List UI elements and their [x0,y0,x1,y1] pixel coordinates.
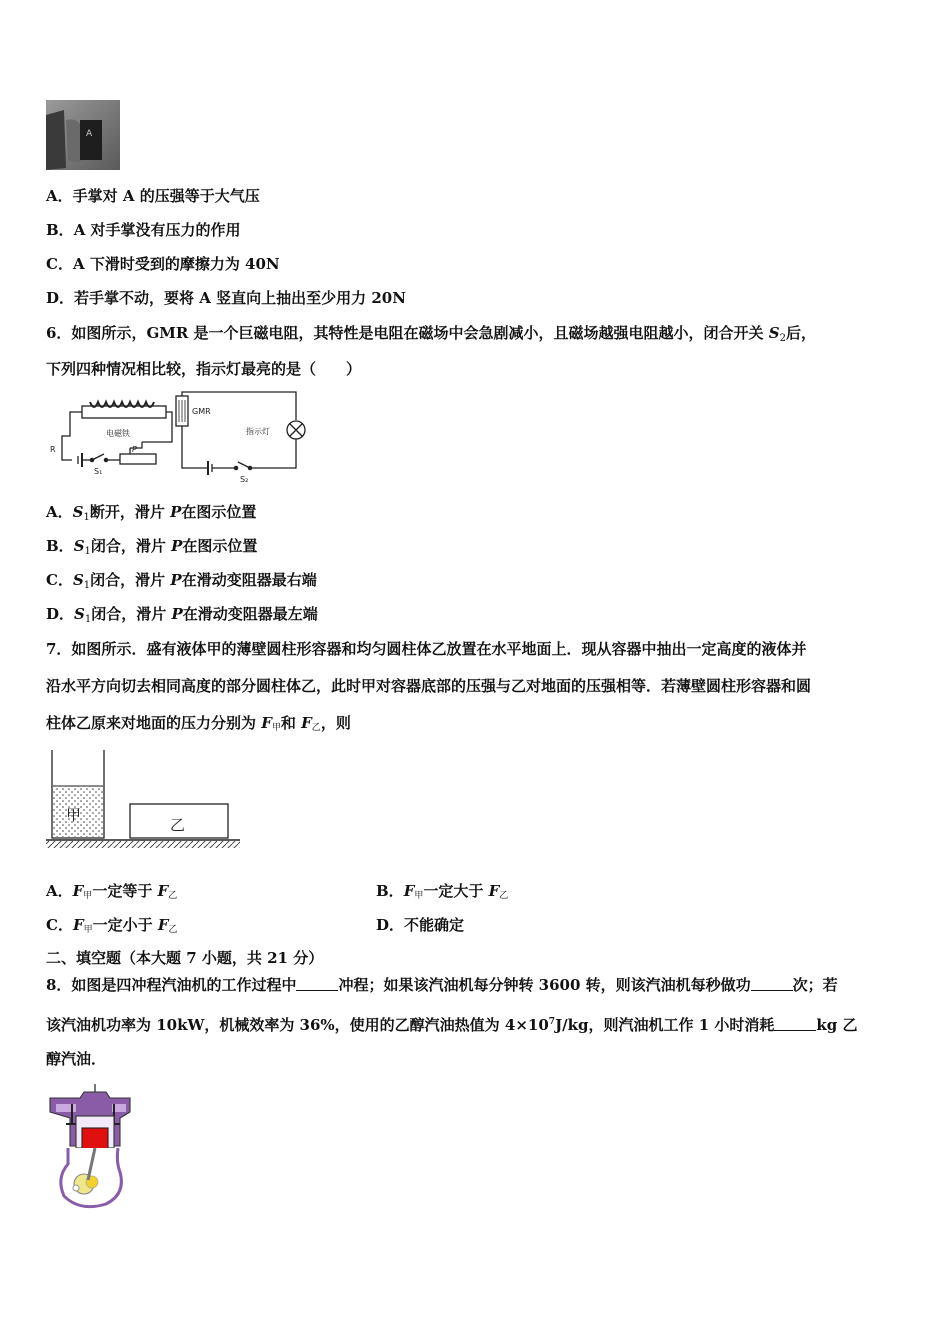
q5-option-c: C．A 下滑时受到的摩擦力为 40N [46,255,280,273]
gmr-circuit-diagram [46,388,311,488]
q8-stem-line3: 醇汽油． [46,1050,107,1068]
q8-stem-line2: 该汽油机功率为 10kW，机械效率为 36%，使用的乙醇汽油热值为 $4\times 10^7J/kg$，则汽油机工作 1 小时消耗 kg 乙 [46,1016,858,1034]
label-r: R [50,445,56,454]
label-lamp: 指示灯 [246,427,270,436]
q6-option-d: D．$S_1$闭合，滑片 P在滑动变阻器最左端 [46,605,318,625]
label-gmr: GMR [192,407,211,416]
label-yi: 乙 [170,816,186,834]
q6-option-b: B．$S_1$闭合，滑片 P在图示位置 [46,537,258,557]
hand-block-photo [46,100,120,170]
q6-stem-line1: 6．如图所示，GMR 是一个巨磁电阻，其特性是电阻在磁场中会急剧减小，且磁场越强电阻越小，闭合开关 $S_2$后， [46,324,817,344]
q5-option-a: A．手掌对 A 的压强等于大气压 [46,187,260,205]
q8-stem-line1: 8．如图是四冲程汽油机的工作过程中 冲程；如果该汽油机每分钟转 3600 转，则该汽油机每秒做功 次；若 [46,976,838,994]
label-p: P [132,445,137,454]
q7-stem-line3: 柱体乙原来对地面的压力分别为 $F_甲$和 $F_乙$，则 [46,714,351,733]
q7-option-c: C．$F_甲$一定小于 $F_乙$ [46,916,178,935]
answer-blank-2[interactable] [751,976,793,991]
q7-stem-line1: 7．如图所示．盛有液体甲的薄壁圆柱形容器和均匀圆柱体乙放置在水平地面上．现从容器中抽出一定高度的液体并 [46,640,807,658]
q7-option-a: A．$F_甲$一定等于 $F_乙$ [46,882,178,901]
q5-option-d: D．若手掌不动，要将 A 竖直向上抽出至少用力 20N [46,289,406,307]
q7-option-b: B．$F_甲$一定大于 $F_乙$ [376,882,509,901]
q7-option-d: D．不能确定 [376,916,465,934]
q6-option-c: C．$S_1$闭合，滑片 P在滑动变阻器最右端 [46,571,317,591]
label-electromagnet: 电磁铁 [106,429,130,438]
container-cylinder-diagram [46,748,241,854]
q5-option-b: B．A 对手掌没有压力的作用 [46,221,241,239]
engine-cylinder-diagram [46,1082,136,1214]
photo-label-a: A [86,129,93,139]
q7-stem-line2: 沿水平方向切去相同高度的部分圆柱体乙，此时甲对容器底部的压强与乙对地面的压强相等．若薄壁圆柱形容器和圆 [46,677,812,695]
section-title-fill-in: 二、填空题（本大题 7 小题，共 21 分） [46,949,324,967]
answer-blank-1[interactable] [296,976,338,991]
label-s2: S₂ [240,475,249,484]
label-jia: 甲 [66,806,82,824]
answer-blank-3[interactable] [774,1016,816,1031]
q6-option-a: A．$S_1$断开，滑片 P在图示位置 [46,503,257,523]
label-s1: S₁ [94,467,103,476]
q6-stem-line2: 下列四种情况相比较，指示灯最亮的是（ ） [46,360,362,378]
